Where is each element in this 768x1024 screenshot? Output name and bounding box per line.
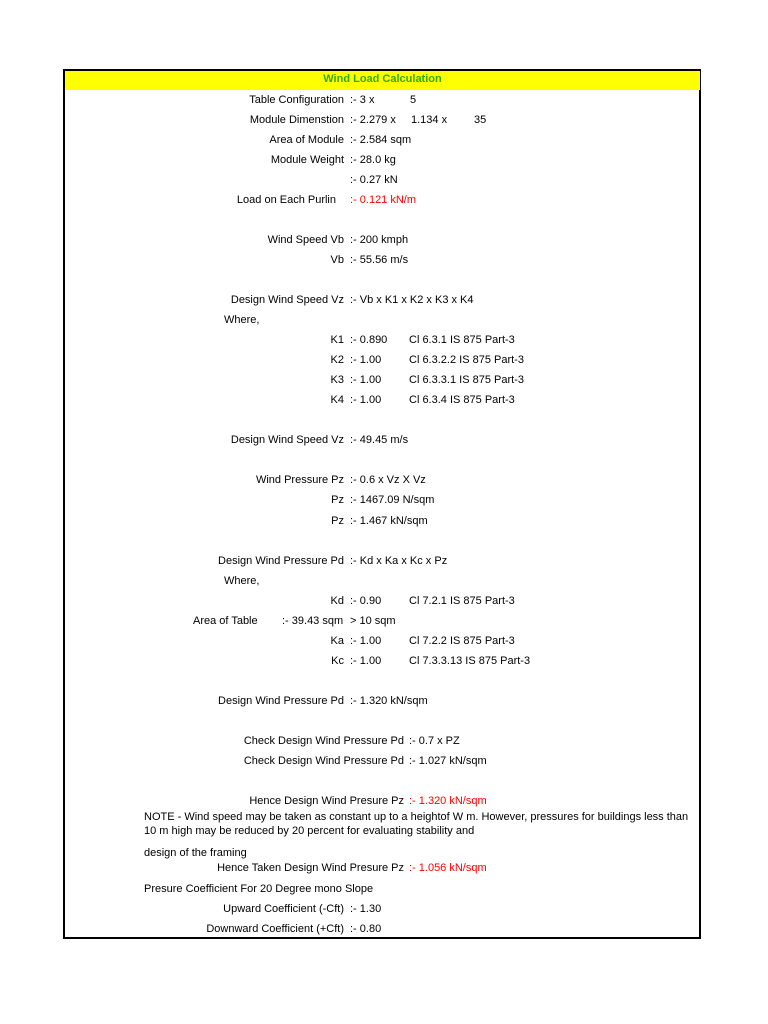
k3-label: K3 [330, 374, 344, 386]
design-wind-speed-result-value: :- 49.45 m/s [350, 434, 409, 446]
area-of-table-label: Area of Table [193, 615, 258, 627]
upward-coefficient-value: :- 1.30 [350, 903, 382, 915]
design-wind-pressure-result-value: :- 1.320 kN/sqm [350, 695, 428, 707]
k2-reference: Cl 6.3.2.2 IS 875 Part-3 [409, 354, 524, 366]
module-weight-kn-value: :- 0.27 kN [350, 174, 398, 186]
note-text-continued: design of the framing [144, 847, 247, 859]
hence-pressure-value: :- 1.320 kN/sqm [409, 795, 487, 807]
vb-label: Vb [330, 254, 344, 266]
design-wind-pressure-formula: :- Kd x Ka x Kc x Pz [350, 555, 448, 567]
check-pressure-value: :- 1.027 kN/sqm [409, 755, 487, 767]
check-pressure-label-2: Check Design Wind Pressure Pd [243, 755, 404, 767]
design-wind-speed-result-label: Design Wind Speed Vz [230, 434, 344, 446]
load-on-purlin-label: Load on Each Purlin [236, 194, 336, 206]
design-wind-pressure-label: Design Wind Pressure Pd [218, 555, 344, 567]
downward-coefficient-value: :- 0.80 [350, 923, 382, 935]
where-label: Where, [224, 314, 260, 326]
module-dimension-label: Module Dimenstion [249, 114, 344, 126]
pz-label-1: Pz [331, 494, 344, 506]
design-wind-speed-formula: :- Vb x K1 x K2 x K3 x K4 [350, 294, 474, 306]
hence-taken-label: Hence Taken Design Wind Presure Pz [217, 862, 404, 874]
wind-pressure-formula: :- 0.6 x Vz X Vz [350, 474, 426, 486]
k3-reference: Cl 6.3.3.1 IS 875 Part-3 [409, 374, 524, 386]
k1-label: K1 [330, 334, 344, 346]
module-dimension-extra1: 1.134 x [411, 114, 448, 126]
pz-value-nsqm: :- 1467.09 N/sqm [350, 494, 435, 506]
kc-reference: Cl 7.3.3.13 IS 875 Part-3 [409, 655, 531, 667]
pressure-coefficient-heading: Presure Coefficient For 20 Degree mono Slope [144, 883, 374, 895]
check-pressure-label-1: Check Design Wind Pressure Pd [243, 735, 404, 747]
ka-value: :- 1.00 [350, 635, 382, 647]
check-pressure-formula: :- 0.7 x PZ [409, 735, 460, 747]
table-configuration-label: Table Configuration [249, 94, 344, 106]
k1-value: :- 0.890 [350, 334, 388, 346]
k4-label: K4 [330, 394, 344, 406]
table-configuration-value: :- 3 x [350, 94, 375, 106]
kc-label: Kc [331, 655, 344, 667]
module-weight-value: :- 28.0 kg [350, 154, 396, 166]
upward-coefficient-label: Upward Coefficient (-Cft) [223, 903, 344, 915]
table-configuration-extra: 5 [410, 94, 417, 106]
area-of-table-value: :- 39.43 sqm [282, 615, 344, 627]
pz-value-knsqm: :- 1.467 kN/sqm [350, 515, 428, 527]
k1-reference: Cl 6.3.1 IS 875 Part-3 [409, 334, 515, 346]
vb-value: :- 55.56 m/s [350, 254, 409, 266]
kc-value: :- 1.00 [350, 655, 382, 667]
where-label-2: Where, [224, 575, 260, 587]
design-wind-speed-label: Design Wind Speed Vz [230, 294, 344, 306]
area-of-module-value: :- 2.584 sqm [350, 134, 412, 146]
ka-reference: Cl 7.2.2 IS 875 Part-3 [409, 635, 515, 647]
k4-value: :- 1.00 [350, 394, 382, 406]
k2-label: K2 [330, 354, 344, 366]
wind-pressure-label: Wind Pressure Pz [255, 474, 344, 486]
sheet-title: Wind Load Calculation [323, 73, 442, 85]
design-wind-pressure-result-label: Design Wind Pressure Pd [218, 695, 344, 707]
downward-coefficient-label: Downward Coefficient (+Cft) [206, 923, 344, 935]
kd-value: :- 0.90 [350, 595, 382, 607]
module-dimension-value: :- 2.279 x [350, 114, 396, 126]
wind-speed-vb-label: Wind Speed Vb [267, 234, 344, 246]
load-on-purlin-value: :- 0.121 kN/m [350, 194, 417, 206]
kd-label: Kd [330, 595, 344, 607]
area-of-table-compare: > 10 sqm [350, 615, 396, 627]
module-weight-label: Module Weight [270, 154, 344, 166]
note-text: NOTE - Wind speed may be taken as constant up to a heightof W m. However, pressures for buildings less than 10 m high may be reduced by 20 percent for evaluating stability and [144, 811, 689, 837]
hence-taken-value: :- 1.056 kN/sqm [409, 862, 487, 874]
area-of-module-label: Area of Module [269, 134, 344, 146]
k4-reference: Cl 6.3.4 IS 875 Part-3 [409, 394, 515, 406]
kd-reference: Cl 7.2.1 IS 875 Part-3 [409, 595, 515, 607]
wind-speed-vb-value: :- 200 kmph [350, 234, 409, 246]
module-dimension-extra2: 35 [474, 114, 487, 126]
hence-pressure-label: Hence Design Wind Presure Pz [249, 795, 404, 807]
pz-label-2: Pz [331, 515, 344, 527]
ka-label: Ka [330, 635, 344, 647]
k2-value: :- 1.00 [350, 354, 382, 366]
k3-value: :- 1.00 [350, 374, 382, 386]
